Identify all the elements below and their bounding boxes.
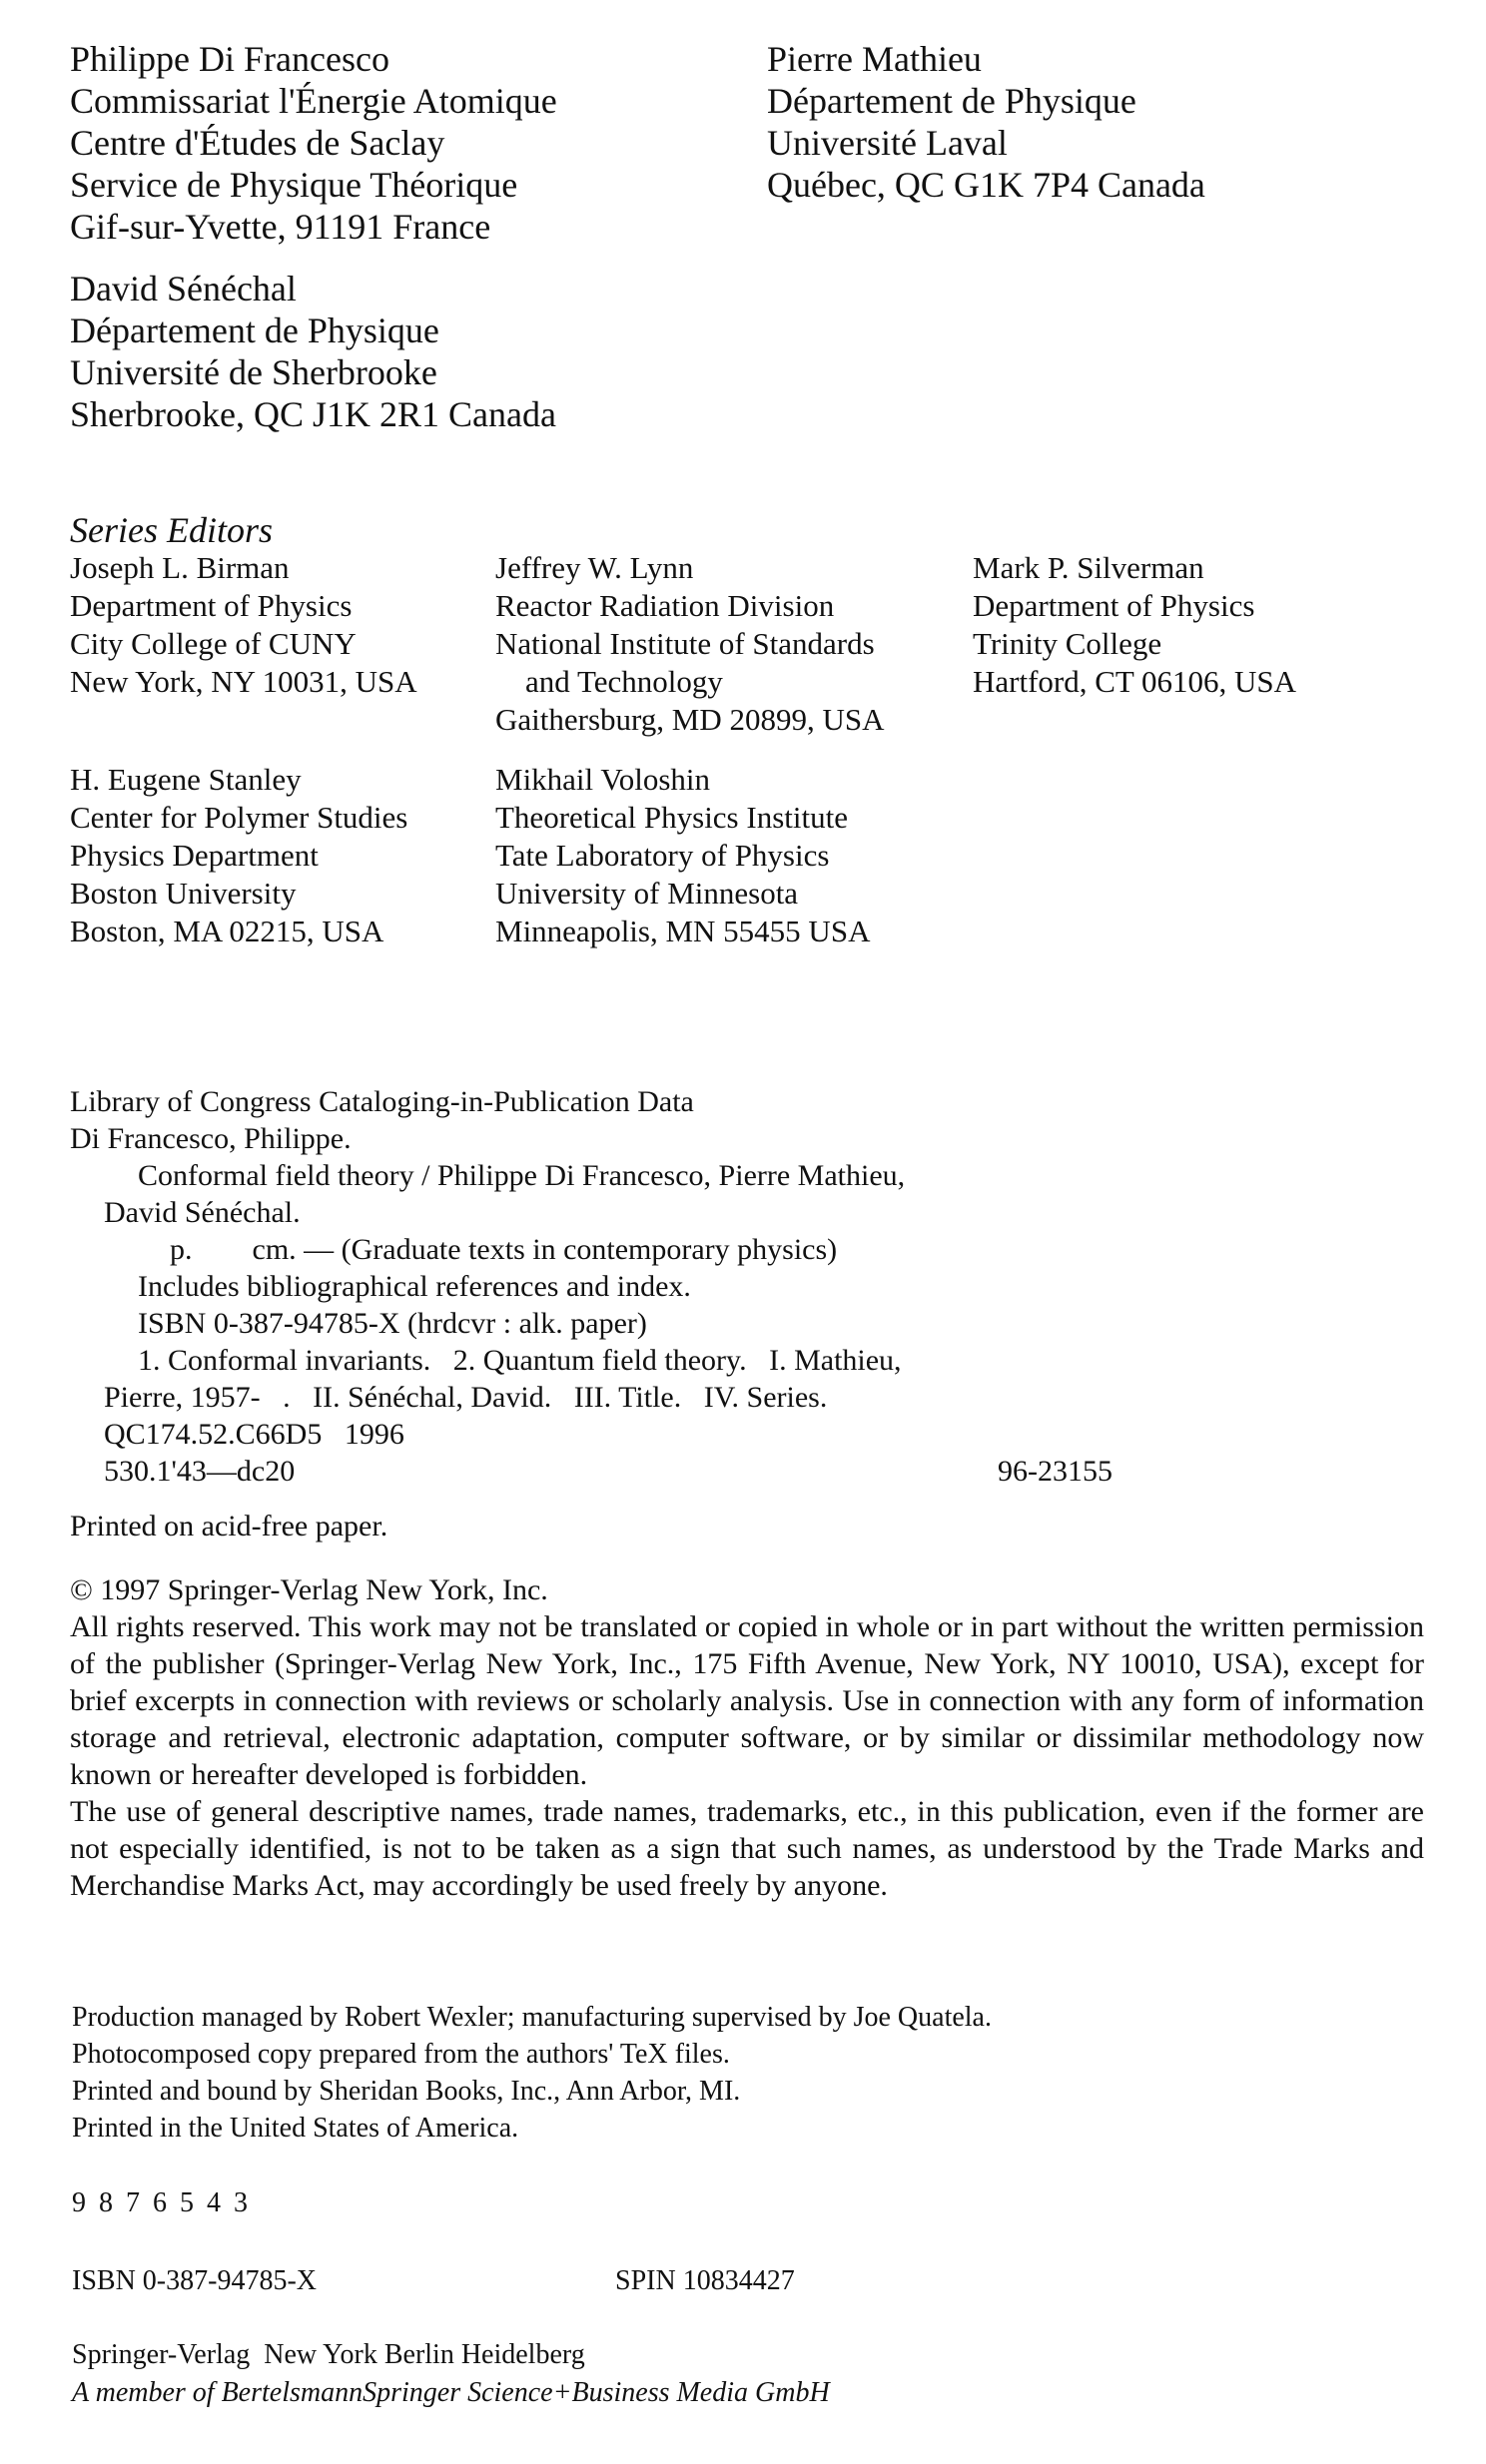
author-affiliation: Centre d'Études de Saclay: [70, 123, 445, 163]
editor-address: Minneapolis, MN 55455 USA: [495, 914, 871, 948]
author-name: Philippe Di Francesco: [70, 39, 389, 79]
editor-affiliation: Trinity College: [973, 626, 1162, 661]
author-affiliation: Département de Physique: [70, 310, 439, 350]
cip-subjects: 1. Conformal invariants. 2. Quantum field theory. I. Mathieu,: [138, 1344, 902, 1377]
author-affiliation: Commissariat l'Énergie Atomique: [70, 81, 557, 121]
editor-address: Gaithersburg, MD 20899, USA: [495, 702, 885, 737]
production-line: Photocomposed copy prepared from the authors' TeX files.: [72, 2039, 730, 2070]
editor-block-birman: [70, 549, 417, 701]
publisher-line: Springer-Verlag New York Berlin Heidelberg: [72, 2339, 585, 2370]
editor-name: Joseph L. Birman: [70, 550, 290, 585]
production-line: Production managed by Robert Wexler; manufacturing supervised by Joe Quatela.: [72, 2002, 992, 2033]
author-address: Sherbrooke, QC J1K 2R1 Canada: [70, 394, 556, 434]
acid-free-notice: Printed on acid-free paper.: [70, 1510, 388, 1542]
printing-numbers: 9 8 7 6 5 4 3: [72, 2187, 248, 2218]
editor-affiliation: Tate Laboratory of Physics: [495, 838, 830, 873]
editor-block-lynn: [495, 549, 885, 739]
isbn-line: ISBN 0-387-94785-X: [72, 2265, 317, 2296]
editor-name: H. Eugene Stanley: [70, 762, 302, 797]
cip-subjects-cont: Pierre, 1957- . II. Sénéchal, David. III. Title. IV. Series.: [104, 1381, 828, 1414]
author-address: Québec, QC G1K 7P4 Canada: [767, 165, 1205, 205]
cip-physical-desc: [70, 1231, 1113, 1268]
cip-lccn: 96-23155: [998, 1455, 1113, 1488]
copyright-block: [70, 1571, 1424, 1904]
cip-data-block: [70, 1083, 1113, 1490]
author-name: Pierre Mathieu: [767, 39, 982, 79]
editor-affiliation: University of Minnesota: [495, 876, 799, 911]
author-block-senechal: [70, 268, 556, 435]
spin-number: SPIN 10834427: [615, 2265, 795, 2296]
author-name: David Sénéchal: [70, 269, 297, 308]
editor-affiliation: Boston University: [70, 876, 297, 911]
production-line: Printed in the United States of America.: [72, 2113, 519, 2144]
production-line: Printed and bound by Sheridan Books, Inc., Ann Arbor, MI.: [72, 2076, 741, 2107]
editor-affiliation: Department of Physics: [70, 588, 353, 623]
cip-classification-row: [70, 1453, 1113, 1490]
editor-affiliation: and Technology: [525, 664, 723, 699]
editor-affiliation: National Institute of Standards: [495, 626, 875, 661]
cip-series: cm. — (Graduate texts in contemporary physics): [252, 1233, 838, 1266]
cip-title: Conformal field theory / Philippe Di Francesco, Pierre Mathieu,: [138, 1159, 906, 1192]
cip-pagination: p.: [170, 1233, 193, 1266]
series-editors-heading: Series Editors: [70, 510, 273, 550]
cip-call-number: QC174.52.C66D5 1996: [104, 1418, 404, 1451]
editor-address: Boston, MA 02215, USA: [70, 914, 384, 948]
author-address: Gif-sur-Yvette, 91191 France: [70, 207, 491, 247]
editor-affiliation: City College of CUNY: [70, 626, 357, 661]
cip-header: Library of Congress Cataloging-in-Publication Data: [70, 1085, 694, 1118]
author-block-mathieu: [767, 38, 1205, 206]
author-affiliation: Université Laval: [767, 123, 1008, 163]
author-block-di-francesco: [70, 38, 557, 248]
editor-affiliation: Physics Department: [70, 838, 319, 873]
cip-dewey: 530.1'43—dc20: [104, 1455, 296, 1488]
editor-address: Hartford, CT 06106, USA: [973, 664, 1297, 699]
editor-name: Jeffrey W. Lynn: [495, 550, 694, 585]
editor-block-stanley: [70, 761, 407, 950]
editor-affiliation: Department of Physics: [973, 588, 1255, 623]
cip-author-entry: Di Francesco, Philippe.: [70, 1122, 352, 1155]
editor-address: New York, NY 10031, USA: [70, 664, 417, 699]
author-affiliation: Département de Physique: [767, 81, 1136, 121]
editor-block-silverman: [973, 549, 1296, 701]
editor-affiliation: Center for Polymer Studies: [70, 800, 408, 835]
copyright-line: © 1997 Springer-Verlag New York, Inc.: [70, 1573, 548, 1606]
cip-title-cont: David Sénéchal.: [104, 1196, 301, 1229]
editor-affiliation: Reactor Radiation Division: [495, 588, 835, 623]
author-affiliation: Université de Sherbrooke: [70, 352, 437, 392]
editor-block-voloshin: [495, 761, 870, 950]
editor-name: Mikhail Voloshin: [495, 762, 711, 797]
cip-includes: Includes bibliographical references and index.: [138, 1270, 691, 1303]
member-line: A member of BertelsmannSpringer Science+Business Media GmbH: [72, 2377, 830, 2408]
cip-isbn: ISBN 0-387-94785-X (hrdcvr : alk. paper): [138, 1307, 647, 1340]
trademarks-paragraph: The use of general descriptive names, trade names, trademarks, etc., in this publication, even if the former are not especially identified, is not to be taken as a sign that such names, as understood by the Trade Marks and Merchandise Marks Act, may accordingly be used freely by anyone.: [70, 1795, 1424, 1902]
editor-affiliation: Theoretical Physics Institute: [495, 800, 848, 835]
editor-name: Mark P. Silverman: [973, 550, 1204, 585]
production-block: [72, 1999, 992, 2147]
rights-paragraph: All rights reserved. This work may not be translated or copied in whole or in part without the written permission of the publisher (Springer-Verlag New York, Inc., 175 Fifth Avenue, New York, NY 10010, USA), except for brief excerpts in connection with reviews or scholarly analysis. Use in connection with any form of information storage and retrieval, electronic adaptation, computer software, or by similar or dissimilar methodology now known or hereafter developed is forbidden.: [70, 1610, 1424, 1791]
author-affiliation: Service de Physique Théorique: [70, 165, 518, 205]
